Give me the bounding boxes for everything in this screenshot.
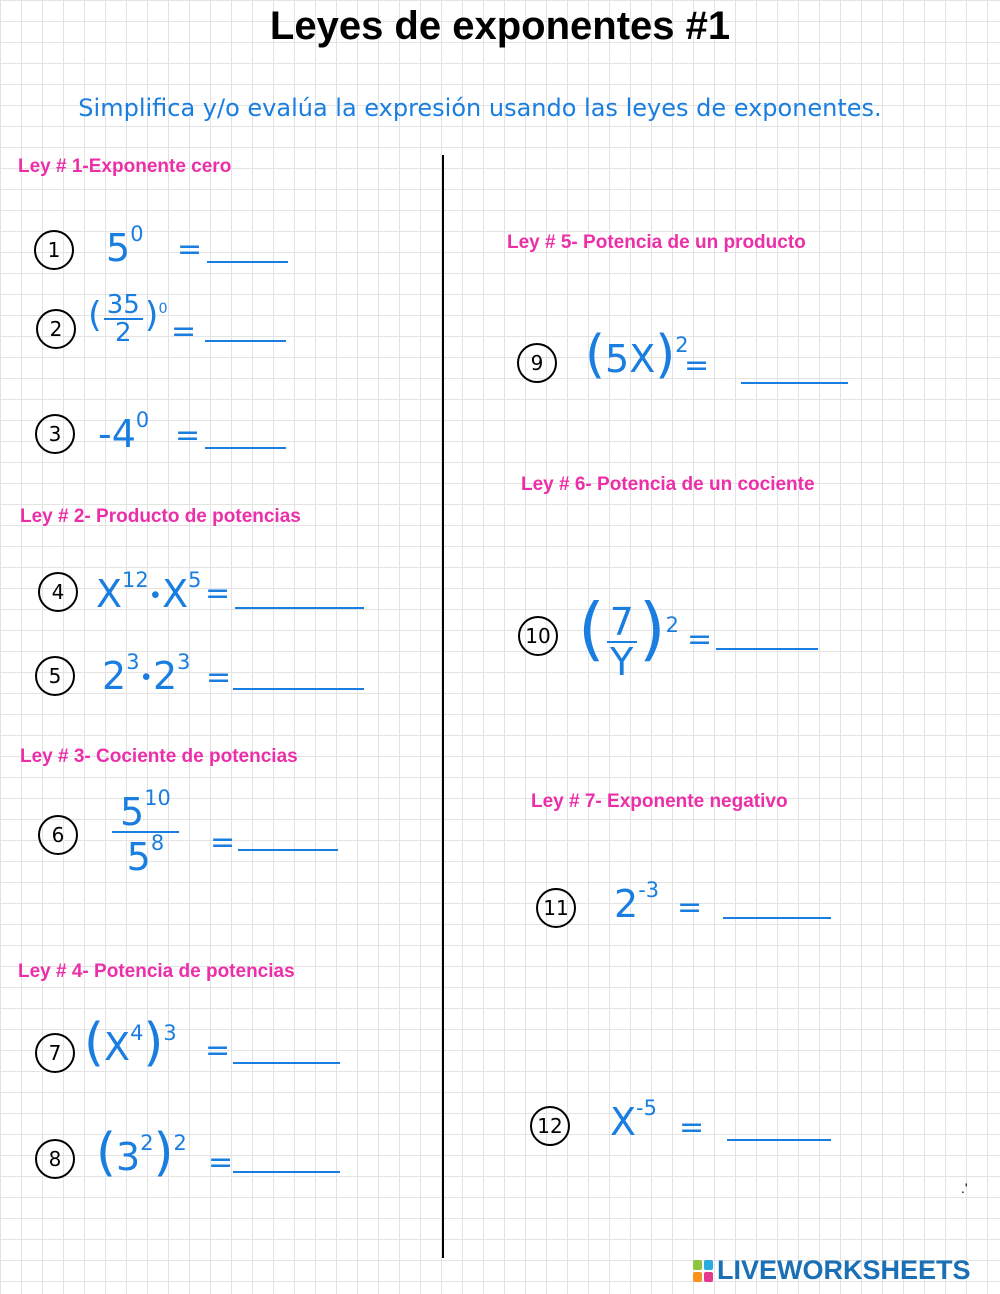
problem-number: 3: [35, 414, 75, 454]
problem-number: 8: [35, 1139, 75, 1179]
exponent: 3: [163, 1021, 177, 1046]
base: X: [104, 1025, 131, 1069]
exponent: 0: [158, 300, 168, 317]
base: 5: [126, 834, 151, 879]
answer-input-11[interactable]: [723, 891, 831, 919]
multiplication-dot: •: [139, 665, 153, 692]
exponent: 0: [130, 222, 144, 246]
answer-input-12[interactable]: [727, 1113, 831, 1141]
exponent: 3: [177, 650, 191, 674]
problem-number: 1: [34, 230, 74, 270]
numerator: [112, 788, 179, 833]
base: X: [162, 571, 189, 616]
equals-sign: =: [679, 1110, 705, 1145]
answer-input-9[interactable]: [741, 356, 848, 384]
exponent: 2: [665, 613, 679, 638]
exponent: 2: [140, 1131, 154, 1156]
problem-number: 6: [38, 815, 78, 855]
problem-number: 11: [536, 888, 576, 928]
exponent: 12: [122, 568, 149, 592]
base: -4: [98, 411, 136, 456]
base: 5X: [605, 337, 656, 381]
base: 5: [106, 225, 131, 270]
equals-sign: =: [205, 1033, 231, 1068]
equals-sign: =: [171, 314, 197, 349]
exponent: 3: [126, 650, 140, 674]
liveworksheets-logo: [693, 1255, 971, 1286]
problem-number: 4: [38, 572, 78, 612]
answer-input-1[interactable]: [207, 235, 288, 263]
expression-5: [102, 650, 191, 698]
base: 3: [116, 1135, 141, 1179]
base: 2: [102, 653, 127, 698]
column-divider: [442, 155, 444, 1258]
expression-3: [98, 408, 150, 456]
equals-sign: =: [677, 890, 703, 925]
expression-4: [96, 568, 202, 616]
law-heading-2: Ley # 2- Producto de potencias: [20, 506, 301, 527]
expression-6: [110, 786, 181, 879]
problem-number: 12: [530, 1106, 570, 1146]
expression-8: $(3^2)^2$: [96, 1123, 187, 1183]
exponent: 0: [135, 408, 150, 432]
problem-number: 7: [35, 1033, 75, 1073]
stray-mark: .': [961, 1180, 968, 1196]
problem-number: 5: [35, 656, 75, 696]
base: 2: [614, 881, 639, 926]
answer-input-10[interactable]: [716, 622, 818, 650]
equals-sign: =: [177, 232, 203, 267]
answer-input-5[interactable]: [233, 662, 364, 690]
problem-number: 10: [518, 616, 558, 656]
exponent: 2: [173, 1131, 187, 1156]
answer-input-3[interactable]: [205, 421, 286, 449]
equals-sign: =: [208, 1145, 234, 1180]
expression-9: $(5X)^2$: [585, 325, 689, 385]
multiplication-dot: •: [148, 583, 163, 610]
equals-sign: =: [206, 660, 232, 695]
equals-sign: =: [205, 576, 231, 611]
expression-11: [614, 878, 660, 926]
base: 5: [120, 789, 145, 834]
base: X: [610, 1099, 637, 1144]
law-heading-3: Ley # 3- Cociente de potencias: [20, 746, 298, 767]
answer-input-6[interactable]: [238, 823, 338, 851]
base: X: [96, 571, 123, 616]
equals-sign: =: [687, 622, 713, 657]
exponent: -5: [636, 1096, 657, 1120]
answer-input-7[interactable]: [233, 1036, 340, 1064]
numerator: 35: [104, 292, 143, 320]
exponent: 2: [675, 333, 689, 358]
law-heading-4: Ley # 4- Potencia de potencias: [18, 961, 295, 982]
fraction: [607, 599, 637, 684]
logo-icon: [693, 1260, 713, 1282]
law-heading-7: Ley # 7- Exponente negativo: [531, 791, 788, 812]
equals-sign: =: [175, 418, 201, 453]
page-title: Leyes de exponentes #1: [269, 4, 731, 48]
denominator: [112, 830, 179, 879]
equals-sign: =: [210, 825, 236, 860]
fraction: [104, 292, 143, 346]
brand-name: LIVEWORKSHEETS: [717, 1255, 971, 1285]
answer-input-4[interactable]: [235, 581, 364, 609]
denominator: 2: [114, 318, 132, 348]
problem-number: 9: [517, 343, 557, 383]
law-heading-6: Ley # 6- Potencia de un cociente: [521, 474, 815, 495]
numerator: 7: [607, 603, 637, 643]
instructions: Simplifica y/o evalúa la expresión usando las leyes de exponentes.: [78, 94, 882, 122]
expression-1: [106, 222, 144, 270]
answer-input-2[interactable]: [205, 314, 286, 342]
exponent: 8: [150, 830, 165, 855]
fraction: [112, 786, 179, 879]
base: 2: [152, 653, 178, 698]
expression-10: ( $\frac{7}{Y}$ )$^2$: [578, 590, 679, 684]
exponent: 10: [144, 786, 171, 810]
expression-2: ( $\frac{35}{2}$ )$^0$: [88, 290, 168, 348]
expression-7: $(X^4)^3$: [84, 1013, 177, 1073]
problem-number: 2: [36, 309, 76, 349]
exponent: -3: [638, 878, 660, 902]
answer-input-8[interactable]: [233, 1145, 340, 1173]
law-heading-5: Ley # 5- Potencia de un producto: [507, 232, 806, 253]
equals-sign: =: [684, 348, 710, 383]
exponent: 4: [130, 1021, 144, 1046]
denominator: Y: [610, 639, 634, 684]
exponent: 5: [188, 568, 202, 592]
law-heading-1: Ley # 1-Exponente cero: [18, 156, 232, 177]
expression-12: [610, 1096, 657, 1144]
